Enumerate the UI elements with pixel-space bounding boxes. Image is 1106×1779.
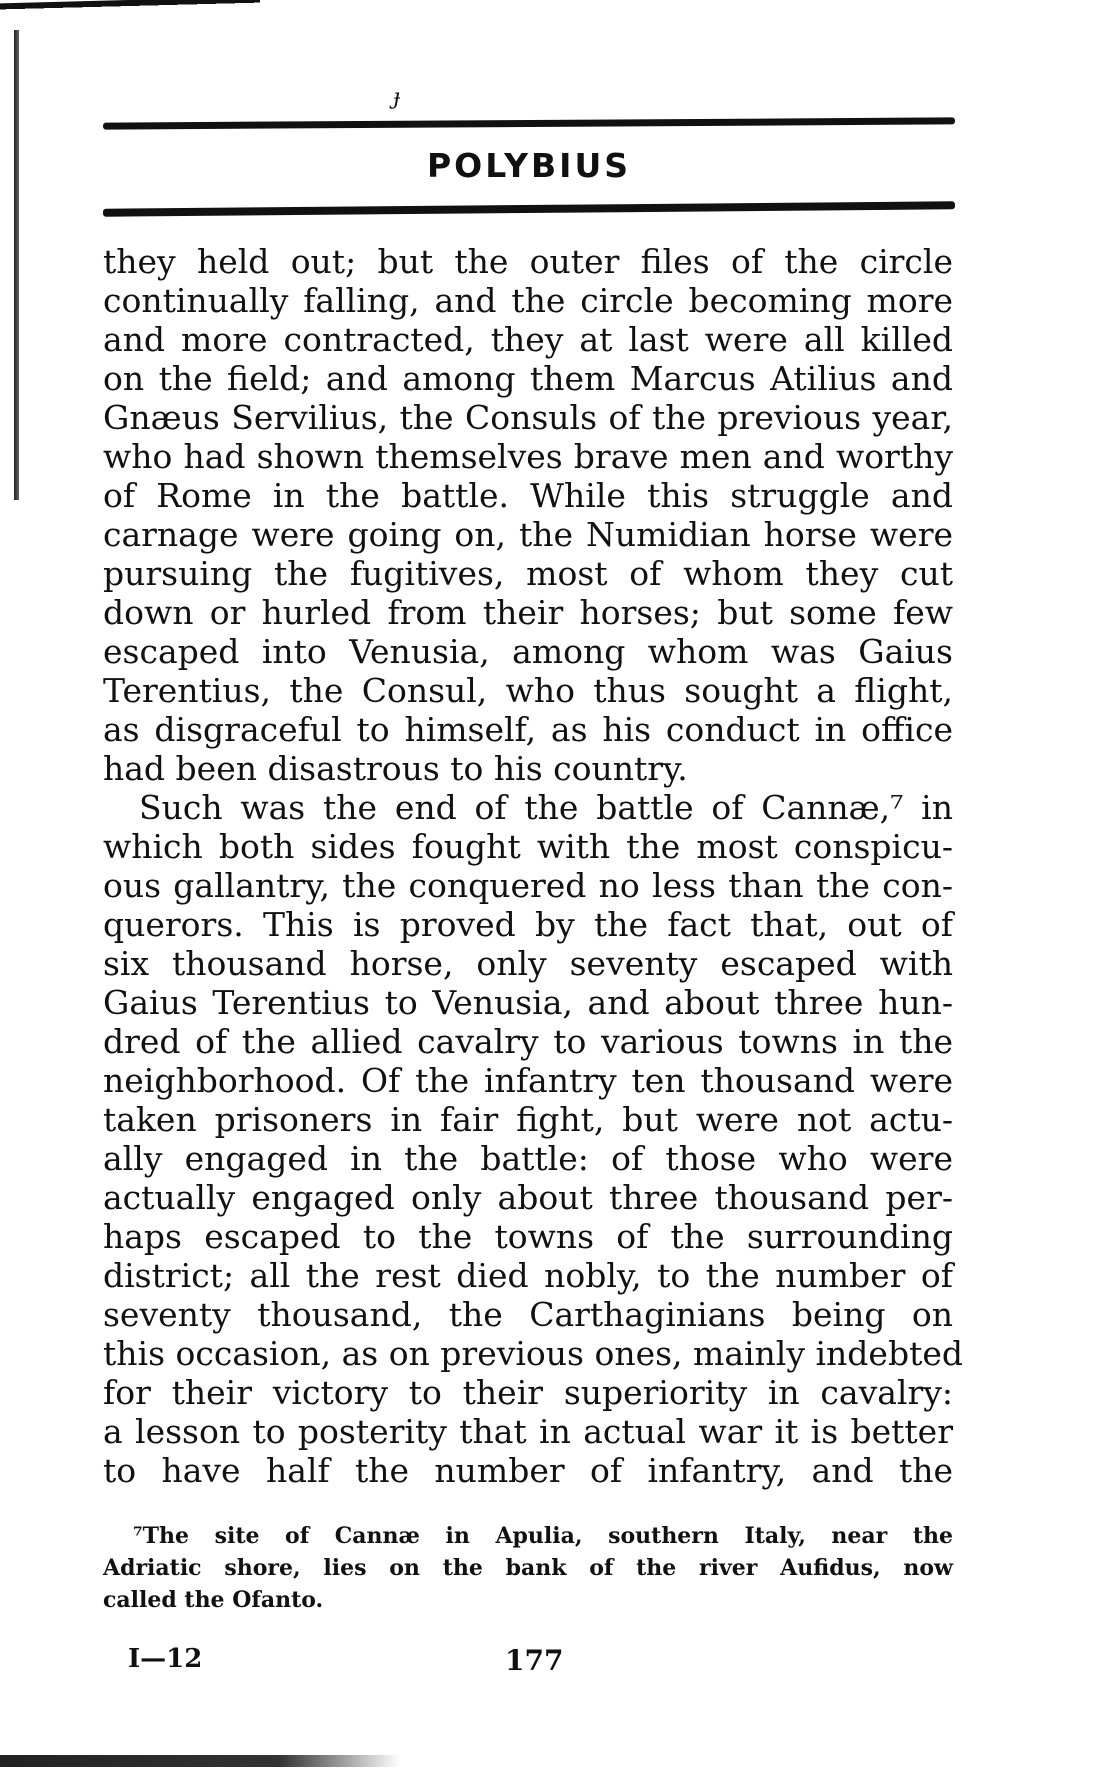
text-line: Gnæus Servilius, the Consuls of the previous year, — [103, 398, 953, 437]
footnote — [103, 1520, 953, 1616]
scan-artifact-top — [0, 0, 260, 17]
text-line: Terentius, the Consul, who thus sought a flight, — [103, 671, 953, 710]
text-line: who had shown themselves brave men and worthy — [103, 437, 953, 476]
body-text — [103, 242, 963, 1490]
scan-artifact-bottom — [0, 1755, 400, 1767]
text-line: a lesson to posterity that in actual war it is better — [103, 1412, 953, 1451]
text-line: Such was the end of the battle of Cannæ,⁷ in — [139, 788, 953, 827]
text-line: neighborhood. Of the infantry ten thousand were — [103, 1061, 953, 1100]
text-line: down or hurled from their horses; but some few — [103, 593, 953, 632]
page-number: 177 — [505, 1644, 564, 1677]
text-line: district; all the rest died nobly, to the number of — [103, 1256, 953, 1295]
text-line: Gaius Terentius to Venusia, and about three hun- — [103, 983, 953, 1022]
text-line: on the field; and among them Marcus Atilius and — [103, 359, 953, 398]
text-line: they held out; but the outer files of the circle — [103, 242, 953, 281]
text-line: escaped into Venusia, among whom was Gaius — [103, 632, 953, 671]
text-line: seventy thousand, the Carthaginians being on — [103, 1295, 953, 1334]
text-line: this occasion, as on previous ones, mainly indebted — [103, 1334, 963, 1373]
text-line: which both sides fought with the most conspicu- — [103, 827, 953, 866]
text-line: six thousand horse, only seventy escaped with — [103, 944, 953, 983]
page-mark: ɟ — [393, 85, 400, 110]
text-line: continually falling, and the circle becoming more — [103, 281, 953, 320]
text-line: dred of the allied cavalry to various towns in the — [103, 1022, 953, 1061]
signature-mark: I—12 — [128, 1644, 203, 1674]
header-rule-top — [103, 117, 955, 129]
footnote-line: Adriatic shore, lies on the bank of the river Aufidus, now — [103, 1555, 953, 1581]
text-line: querors. This is proved by the fact that, out of — [103, 905, 953, 944]
running-head: POLYBIUS — [426, 146, 632, 185]
text-line: haps escaped to the towns of the surrounding — [103, 1217, 953, 1256]
text-line: taken prisoners in fair fight, but were not actu- — [103, 1100, 953, 1139]
text-line: as disgraceful to himself, as his conduct in office — [103, 710, 953, 749]
text-line: actually engaged only about three thousand per- — [103, 1178, 953, 1217]
text-line: ous gallantry, the conquered no less than the con- — [103, 866, 953, 905]
footnote-line: called the Ofanto. — [103, 1587, 324, 1613]
text-line: pursuing the fugitives, most of whom they cut — [103, 554, 953, 593]
text-line: of Rome in the battle. While this struggle and — [103, 476, 953, 515]
text-line: ally engaged in the battle: of those who were — [103, 1139, 953, 1178]
text-line: to have half the number of infantry, and the — [103, 1451, 953, 1490]
header-rule-bottom — [103, 201, 955, 216]
text-line: and more contracted, they at last were all killed — [103, 320, 953, 359]
scan-artifact-left-edge — [14, 30, 19, 500]
text-line: had been disastrous to his country. — [103, 749, 688, 788]
text-line: for their victory to their superiority in cavalry: — [103, 1373, 953, 1412]
footnote-line: ⁷The site of Cannæ in Apulia, southern Italy, near the — [133, 1523, 953, 1549]
text-line: carnage were going on, the Numidian horse were — [103, 515, 953, 554]
